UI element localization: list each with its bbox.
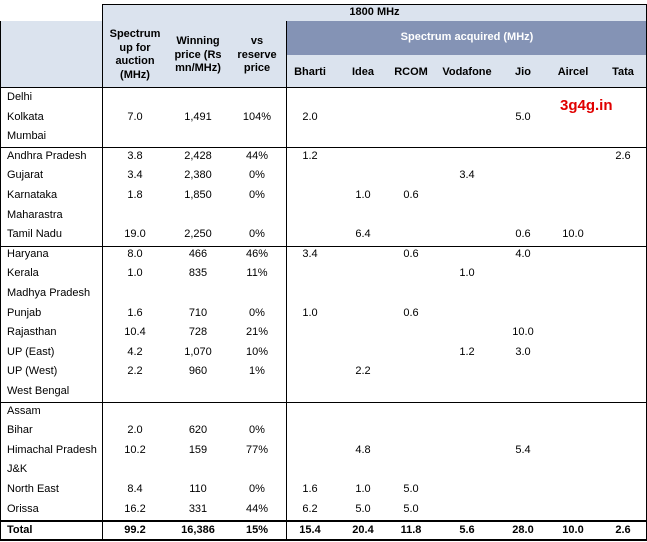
vodafone-cell: 3.4 [459,169,475,182]
price-cell [168,206,228,226]
vs-reserve-cell: 44% [245,502,269,515]
bharti-cell: 15.4 [299,524,321,536]
tata-cell [600,186,646,206]
aircel-cell [548,460,598,480]
bharti-cell [287,166,333,186]
tata-cell [600,480,646,500]
price-cell [168,402,228,422]
price-cell [168,88,228,108]
vodafone-cell [436,284,498,304]
grid-line [0,147,647,148]
bharti-cell [287,343,333,363]
vodafone-cell [436,225,498,245]
spectrum-cell: 10.4 [124,326,146,339]
rcom-cell [388,225,434,245]
circle-name: West Bengal [7,385,70,397]
grid-line [0,21,1,540]
circle-name: Delhi [7,91,33,103]
price-cell [168,284,228,304]
spectrum-cell: 2.2 [127,365,143,378]
vs-reserve-cell: 0% [249,306,265,319]
vodafone-cell [436,245,498,265]
vs-reserve-cell [232,127,282,147]
spectrum-cell [104,88,166,108]
bharti-cell [287,284,333,304]
bharti-cell: 1.0 [302,306,318,319]
jio-cell [500,402,546,422]
aircel-cell [548,264,598,284]
circle-name: UP (East) [7,345,55,358]
price-cell: 2,380 [184,169,212,182]
vs-reserve-cell: 21% [245,326,269,339]
table-row [0,206,647,226]
price-cell: 2,250 [184,228,212,241]
table-row [0,166,647,186]
bharti-cell [287,127,333,147]
vodafone-cell [436,441,498,461]
spectrum-cell: 1.8 [127,189,143,201]
price-cell: 835 [188,267,208,280]
circle-name: Haryana [7,247,49,260]
aircel-cell [548,304,598,324]
vodafone-cell [436,108,498,128]
tata-cell [600,500,646,520]
jio-cell [500,284,546,304]
grid-line [0,246,647,247]
tata-cell [600,421,646,441]
operator-header-idea: Idea [351,66,374,78]
vs-reserve-cell: 10% [245,345,269,358]
aircel-cell: 10.0 [562,228,584,241]
vs-reserve-cell [232,402,282,422]
spectrum-cell: 3.4 [127,169,143,182]
jio-cell: 10.0 [512,326,534,339]
spectrum-cell: 3.8 [127,149,143,162]
aircel-cell [548,382,598,402]
idea-cell [341,147,385,167]
aircel-cell [548,500,598,520]
bharti-cell [287,225,333,245]
table-row [0,480,647,500]
idea-cell [341,108,385,128]
spectrum-cell [104,284,166,304]
circle-name: Bihar [7,424,33,437]
circle-name: Maharastra [7,208,63,221]
tata-cell [600,362,646,382]
jio-cell: 0.6 [515,228,531,241]
price-cell: 710 [188,306,208,319]
tata-cell [600,441,646,461]
bharti-cell [287,88,333,108]
rcom-cell: 5.0 [403,502,419,515]
rcom-cell [388,441,434,461]
idea-cell: 1.0 [355,189,371,201]
circle-name: Mumbai [7,130,47,143]
table-row [0,402,647,422]
vodafone-cell [436,186,498,206]
grid-line [0,539,647,541]
idea-cell: 20.4 [352,524,374,536]
spectrum-cell: 7.0 [127,110,143,123]
price-cell: 466 [188,247,208,260]
idea-cell [341,323,385,343]
table-row [0,264,647,284]
spectrum-cell: 8.0 [127,247,143,260]
table-row [0,245,647,265]
idea-cell: 2.2 [355,365,371,378]
price-header: Winning price (Rs mn/MHz) [174,35,222,74]
rcom-cell [388,323,434,343]
vs-reserve-cell: 0% [249,424,265,437]
idea-cell [341,166,385,186]
aircel-cell [548,186,598,206]
circle-name: Andhra Pradesh [7,149,87,162]
rcom-cell: 0.6 [403,247,419,260]
spectrum-cell [104,402,166,422]
idea-cell [341,421,385,441]
bharti-cell [287,206,333,226]
vs-reserve-cell [232,460,282,480]
jio-cell [500,127,546,147]
rcom-cell: 0.6 [403,189,419,201]
price-cell: 620 [188,424,208,437]
vodafone-cell: 1.2 [459,345,475,358]
aircel-cell [548,284,598,304]
tata-cell [600,284,646,304]
circle-name: Tamil Nadu [7,228,63,241]
total-label: Total [7,524,33,536]
table-row [0,186,647,206]
vodafone-cell: 1.0 [459,267,475,280]
spectrum-cell: 1.0 [127,267,143,280]
spectrum-cell: 2.0 [127,424,143,437]
idea-cell: 5.0 [355,502,371,515]
price-cell: 16,386 [181,524,215,536]
vs-reserve-cell: 0% [249,189,265,201]
aircel-cell [548,127,598,147]
jio-cell: 5.4 [515,443,531,456]
jio-cell: 28.0 [512,524,534,536]
grid-line [286,21,287,540]
circle-name: Kerala [7,267,39,280]
spectrum-cell: 8.4 [127,483,143,495]
spectrum-cell [104,382,166,402]
rcom-cell [388,88,434,108]
spectrum-cell: 1.6 [127,306,143,319]
rcom-cell [388,460,434,480]
rcom-cell [388,127,434,147]
aircel-cell [548,343,598,363]
jio-cell [500,480,546,500]
aircel-cell [548,147,598,167]
tata-cell [600,343,646,363]
vodafone-cell [436,206,498,226]
tata-cell: 2.6 [615,149,631,162]
jio-cell [500,500,546,520]
grid-line [0,402,647,403]
operator-header-jio: Jio [515,66,531,78]
watermark: 3g4g.in [560,97,613,114]
idea-cell: 6.4 [355,228,371,241]
jio-cell [500,147,546,167]
operator-header-tata: Tata [612,66,634,78]
rcom-cell [388,402,434,422]
vodafone-cell [436,147,498,167]
circle-name: UP (West) [7,365,58,378]
rcom-cell [388,108,434,128]
jio-cell [500,264,546,284]
aircel-cell [548,323,598,343]
circle-name: Rajasthan [7,326,57,339]
tata-cell [600,460,646,480]
price-cell: 1,491 [184,110,212,123]
table-row [0,225,647,245]
vs-reserve-cell: 0% [249,228,265,241]
operator-header-vodafone: Vodafone [442,66,492,78]
vs-reserve-cell [232,382,282,402]
vodafone-cell [436,323,498,343]
circle-name: Orissa [7,502,39,515]
price-cell: 1,850 [184,189,212,201]
jio-cell [500,166,546,186]
operator-header-rcom: RCOM [394,66,428,78]
idea-cell [341,402,385,422]
aircel-cell [548,421,598,441]
rcom-cell [388,343,434,363]
price-cell: 1,070 [184,345,212,358]
table-row [0,323,647,343]
spectrum-cell: 16.2 [124,502,146,515]
circle-name: Gujarat [7,169,44,182]
jio-cell: 4.0 [515,247,531,260]
vodafone-cell [436,382,498,402]
circle-name: Punjab [7,306,42,319]
bharti-cell [287,460,333,480]
jio-cell: 5.0 [515,110,531,123]
tata-cell [600,127,646,147]
circle-name: Kolkata [7,110,44,123]
vs-reserve-cell: 0% [249,483,265,495]
bharti-cell [287,264,333,284]
spectrum-cell: 10.2 [124,443,146,456]
idea-cell [341,304,385,324]
aircel-cell: 10.0 [562,524,584,536]
tata-cell [600,382,646,402]
grid-line [0,520,647,522]
vs-reserve-cell [232,88,282,108]
jio-cell [500,460,546,480]
idea-cell [341,343,385,363]
rcom-cell: 5.0 [403,483,419,495]
jio-cell [500,88,546,108]
tata-cell [600,323,646,343]
vodafone-cell [436,402,498,422]
jio-cell [500,421,546,441]
bharti-cell [287,402,333,422]
bharti-cell: 1.6 [302,483,318,495]
circle-name: Madhya Pradesh [7,287,91,299]
idea-cell [341,382,385,402]
table-row [0,421,647,441]
aircel-cell [548,402,598,422]
table-row [0,88,647,108]
spectrum-cell: 19.0 [124,228,146,241]
spectrum-cell: 4.2 [127,345,143,358]
bharti-cell [287,421,333,441]
operator-header-aircel: Aircel [557,66,589,78]
operator-header-bharti: Bharti [294,66,326,78]
vs-reserve-cell [232,284,282,304]
price-cell [168,127,228,147]
idea-cell [341,460,385,480]
price-cell: 2,428 [184,149,212,162]
circle-name: Assam [7,404,41,417]
price-cell: 960 [188,365,208,378]
idea-cell [341,284,385,304]
rcom-cell [388,264,434,284]
bharti-cell [287,323,333,343]
bharti-cell: 3.4 [302,247,318,260]
table-row [0,460,647,480]
aircel-cell [548,362,598,382]
tata-cell [600,245,646,265]
price-cell: 728 [188,326,208,339]
idea-cell [341,206,385,226]
idea-cell: 4.8 [355,443,371,456]
bharti-cell [287,441,333,461]
table-row [0,304,647,324]
rcom-cell [388,362,434,382]
jio-cell [500,382,546,402]
rcom-cell [388,382,434,402]
table-row [0,382,647,402]
vs-reserve-cell: 0% [249,169,265,182]
price-cell [168,382,228,402]
rcom-cell [388,147,434,167]
price-cell: 159 [188,443,208,456]
tata-cell: 2.6 [615,524,631,536]
vodafone-cell [436,127,498,147]
circle-name: Himachal Pradesh [7,443,97,456]
acquired-header: Spectrum acquired (MHz) [400,31,534,43]
jio-cell [500,186,546,206]
idea-cell [341,127,385,147]
table-row [0,441,647,461]
aircel-cell [548,480,598,500]
table-row [0,343,647,363]
price-cell: 331 [188,502,208,515]
aircel-cell [548,166,598,186]
vs-reserve-cell: 1% [249,365,265,378]
table-row [0,147,647,167]
tata-cell [600,304,646,324]
spectrum-cell [104,127,166,147]
jio-cell: 3.0 [515,345,531,358]
circle-name: J&K [7,463,28,476]
jio-cell [500,304,546,324]
bharti-cell [287,382,333,402]
total-row [0,521,647,541]
tata-cell [600,264,646,284]
idea-cell: 1.0 [355,483,371,495]
idea-cell [341,245,385,265]
table-row [0,284,647,304]
circle-name: North East [7,483,59,495]
vs-reserve-cell: 44% [245,149,269,162]
grid-line [102,4,103,540]
price-cell: 110 [189,483,207,495]
table-row [0,127,647,147]
rcom-cell: 0.6 [403,306,419,319]
vs-reserve-cell: 77% [245,443,269,456]
vs-reserve-cell: 104% [242,110,272,123]
grid-line [0,87,647,88]
spectrum-cell [104,460,166,480]
vs-reserve-cell [232,206,282,226]
vodafone-cell [436,421,498,441]
vodafone-cell [436,460,498,480]
rcom-cell [388,284,434,304]
table-row [0,500,647,520]
table-row [0,362,647,382]
table-row [0,108,647,128]
bharti-cell: 6.2 [302,502,318,515]
vodafone-cell [436,88,498,108]
bharti-cell [287,362,333,382]
bharti-cell: 1.2 [302,149,318,162]
jio-cell [500,206,546,226]
bharti-cell: 2.0 [302,110,318,123]
bharti-cell [287,186,333,206]
vodafone-cell: 5.6 [459,524,475,536]
spectrum-header: Spectrum up for auction (MHz) [109,28,161,81]
vodafone-cell [436,480,498,500]
rcom-cell [388,206,434,226]
jio-cell [500,362,546,382]
idea-cell [341,264,385,284]
rcom-cell: 11.8 [400,524,422,536]
vs-reserve-header: vs reserve price [237,35,277,74]
rcom-cell [388,421,434,441]
rcom-cell [388,166,434,186]
vs-reserve-cell: 15% [245,524,269,536]
tata-cell [600,166,646,186]
circle-name: Karnataka [7,189,58,201]
spectrum-cell [104,206,166,226]
tata-cell [600,206,646,226]
tata-cell [600,225,646,245]
aircel-cell [548,441,598,461]
aircel-cell [548,245,598,265]
vodafone-cell [436,304,498,324]
band-title: 1800 MHz [349,6,400,18]
vs-reserve-cell: 11% [246,267,268,280]
spectrum-cell: 99.2 [124,524,146,536]
price-cell [168,460,228,480]
vodafone-cell [436,362,498,382]
idea-cell [341,88,385,108]
vodafone-cell [436,500,498,520]
vs-reserve-cell: 46% [245,247,269,260]
aircel-cell [548,206,598,226]
grid-line [102,4,647,5]
tata-cell [600,402,646,422]
